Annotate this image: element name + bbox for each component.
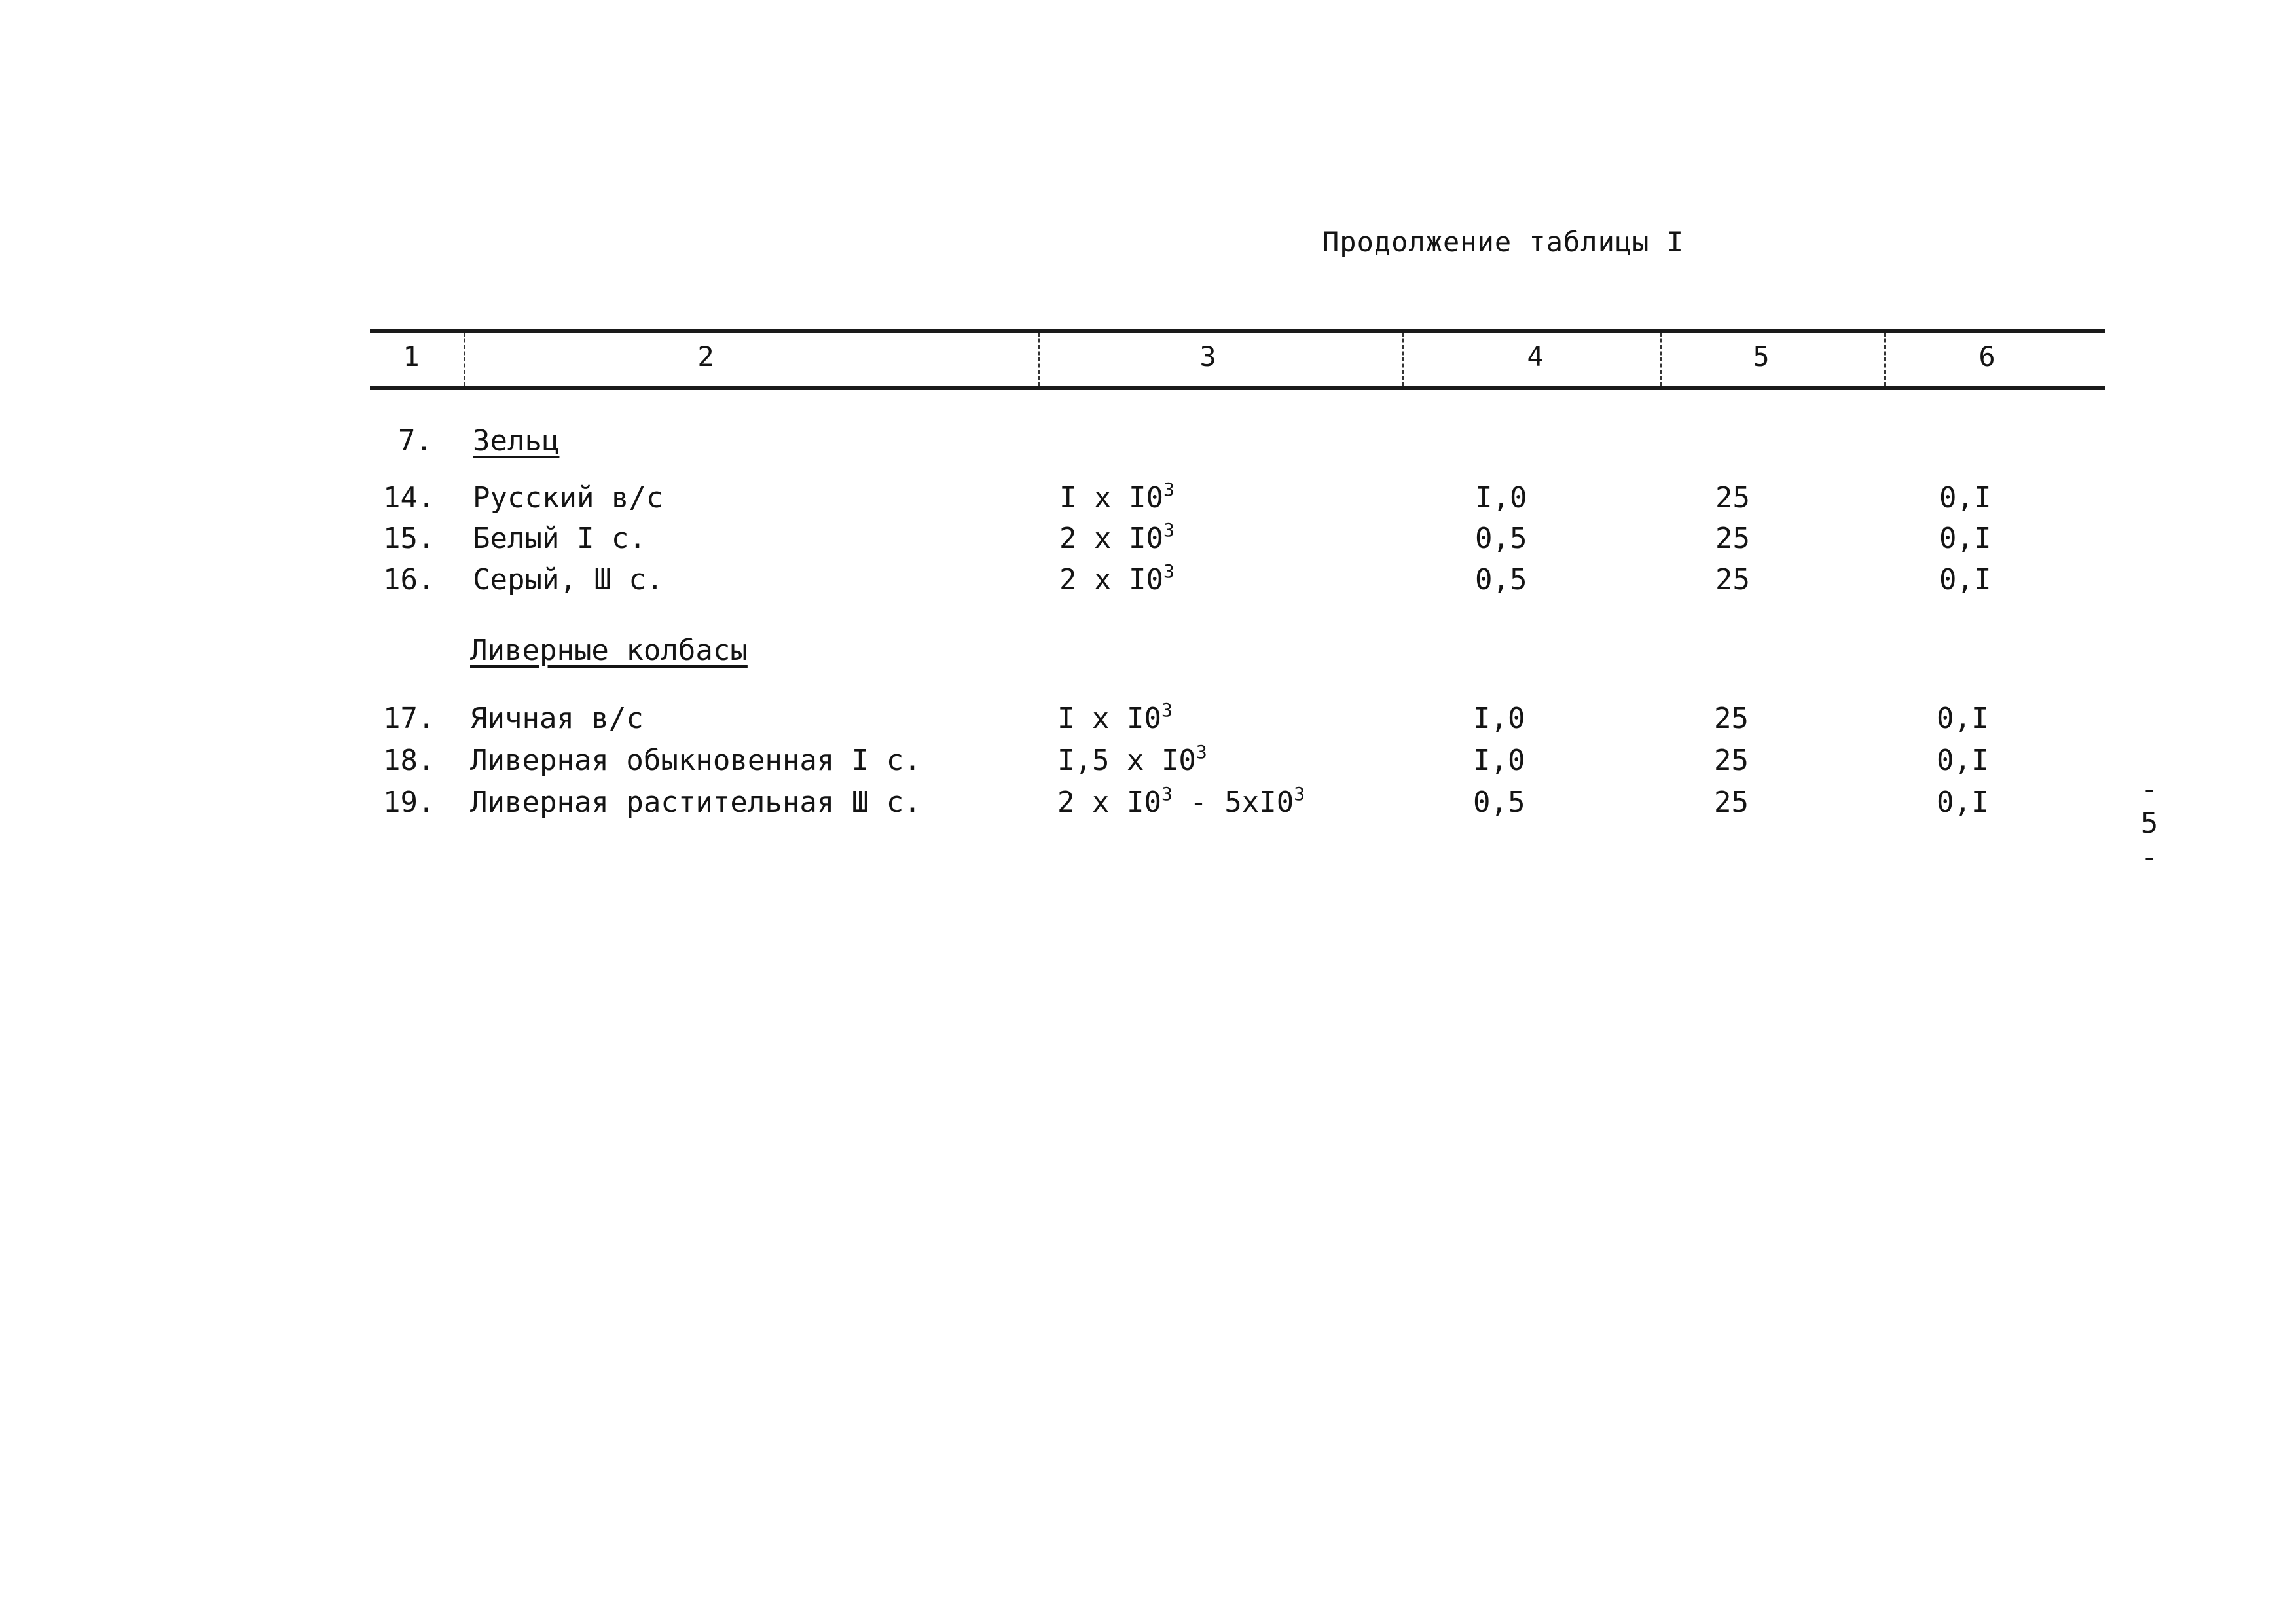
row-number: 18. [383,744,435,777]
section-title: Ливерные колбасы [470,634,748,667]
column-4-value: 0,5 [1473,786,1525,819]
column-5-value: 25 [1715,481,1750,515]
column-5-value: 25 [1715,522,1750,555]
row-number: 19. [383,786,435,819]
column-4-value: I,0 [1473,744,1525,777]
count-value: 2 x $I0^3$ [1059,560,1175,596]
column-4-value: I,0 [1473,702,1525,735]
count-value: 2 x $I0^3$ [1059,519,1175,555]
row-number: 14. [383,481,435,515]
column-5-value: 25 [1714,786,1749,819]
product-name: Ливерная растительная Ш с. [470,786,921,819]
section-number: 7. [398,424,433,458]
column-number: 6 [1978,340,1995,373]
column-4-value: I,0 [1475,481,1527,515]
column-separator [1038,333,1040,386]
product-name: Белый I с. [473,522,646,555]
column-5-value: 25 [1714,744,1749,777]
section-title: Зельц [473,424,560,458]
column-6-value: 0,I [1939,522,1992,555]
column-number: 2 [697,340,714,373]
column-separator [1884,333,1886,386]
product-name: Яичная в/с [470,702,644,735]
table-caption: Продолжение таблицы I [1322,226,1685,258]
row-number: 17. [383,702,435,735]
row-number: 16. [383,563,435,596]
product-name: Серый, Ш с. [473,563,664,596]
row-number: 15. [383,522,435,555]
column-5-value: 25 [1715,563,1750,596]
count-value: I,5 x $I0^3$ [1057,741,1207,777]
column-6-value: 0,I [1939,563,1992,596]
count-value: I x $I0^3$ [1059,479,1175,515]
column-6-value: 0,I [1937,702,1989,735]
column-4-value: 0,5 [1475,563,1527,596]
column-6-value: 0,I [1939,481,1992,515]
column-number: 4 [1527,340,1544,373]
column-5-value: 25 [1714,702,1749,735]
product-name: Русский в/с [473,481,664,515]
column-6-value: 0,I [1937,744,1989,777]
column-separator [464,333,465,386]
column-6-value: 0,I [1937,786,1989,819]
column-separator [1660,333,1662,386]
column-4-value: 0,5 [1475,522,1527,555]
column-number: 1 [403,340,420,373]
table-header-rule [370,386,2105,390]
column-number: 3 [1199,340,1216,373]
column-separator [1402,333,1404,386]
table-top-rule [370,329,2105,333]
count-value: 2 x $I0^3 - 5xI0^3$ [1057,783,1305,819]
count-value: I x $I0^3$ [1057,699,1173,735]
page-number: - 5 - [2140,773,2159,874]
column-number: 5 [1753,340,1770,373]
product-name: Ливерная обыкновенная I с. [470,744,921,777]
